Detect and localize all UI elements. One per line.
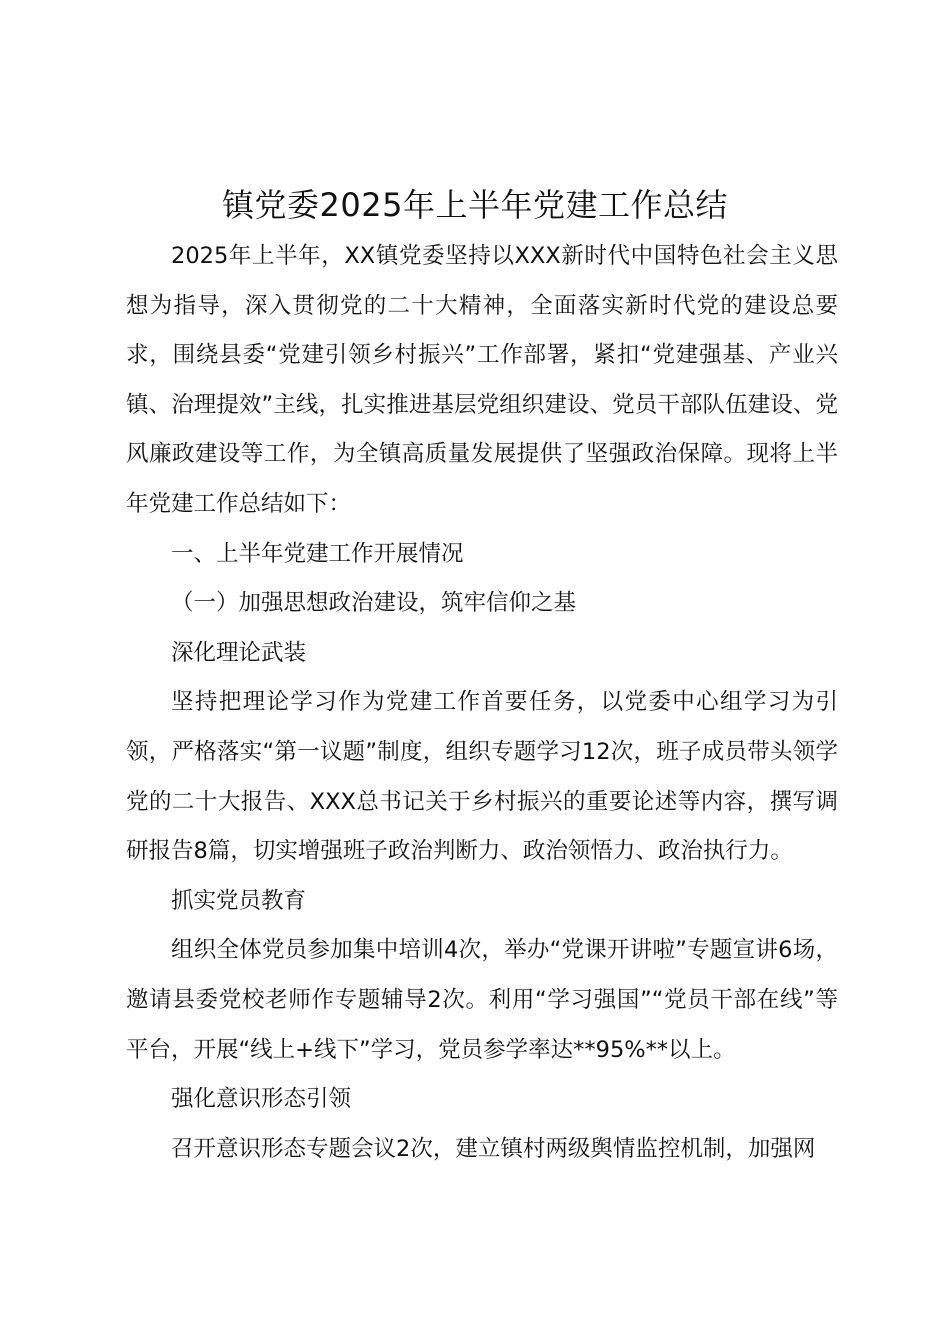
item-paragraph-education: 组织全体党员参加集中培训4次，举办“党课开讲啦”专题宣讲6场，邀请县委党校老师作专题辅导2次。利用“学习强国”“党员干部在线”等平台，开展“线上+线下”学习，党员参学率达**95%**以上。 (126, 937, 838, 1063)
document-body (126, 232, 838, 1174)
item-paragraph-ideology: 召开意识形态专题会议2次，建立镇村两级舆情监控机制，加强网 (171, 1135, 816, 1162)
subsection-heading: （一）加强思想政治建设，筑牢信仰之基 (171, 590, 577, 617)
item-heading-education: 抓实党员教育 (171, 887, 307, 914)
intro-paragraph: 2025年上半年，XX镇党委坚持以XXX新时代中国特色社会主义思想为指导，深入贯彻党的二十大精神，全面落实新时代党的建设总要求，围绕县委“党建引领乡村振兴”工作部署，紧扣“党建强基、产业兴镇、治理提效”主线，扎实推进基层党组织建设、党员干部队伍建设、党风廉政建设等工作，为全镇高质量发展提供了坚强政治保障。现将上半年党建工作总结如下： (126, 243, 838, 517)
item-paragraph-theory: 坚持把理论学习作为党建工作首要任务，以党委中心组学习为引领，严格落实“第一议题”制度，组织专题学习12次，班子成员带头领学党的二十大报告、XXX总书记关于乡村振兴的重要论述等内容，撰写调研报告8篇，切实增强班子政治判断力、政治领悟力、政治执行力。 (126, 689, 838, 865)
section-heading: 一、上半年党建工作开展情况 (171, 540, 464, 567)
item-heading-ideology: 强化意识形态引领 (171, 1086, 352, 1113)
document-title: 镇党委2025年上半年党建工作总结 (222, 186, 728, 224)
item-heading-theory: 深化理论武装 (171, 639, 307, 666)
